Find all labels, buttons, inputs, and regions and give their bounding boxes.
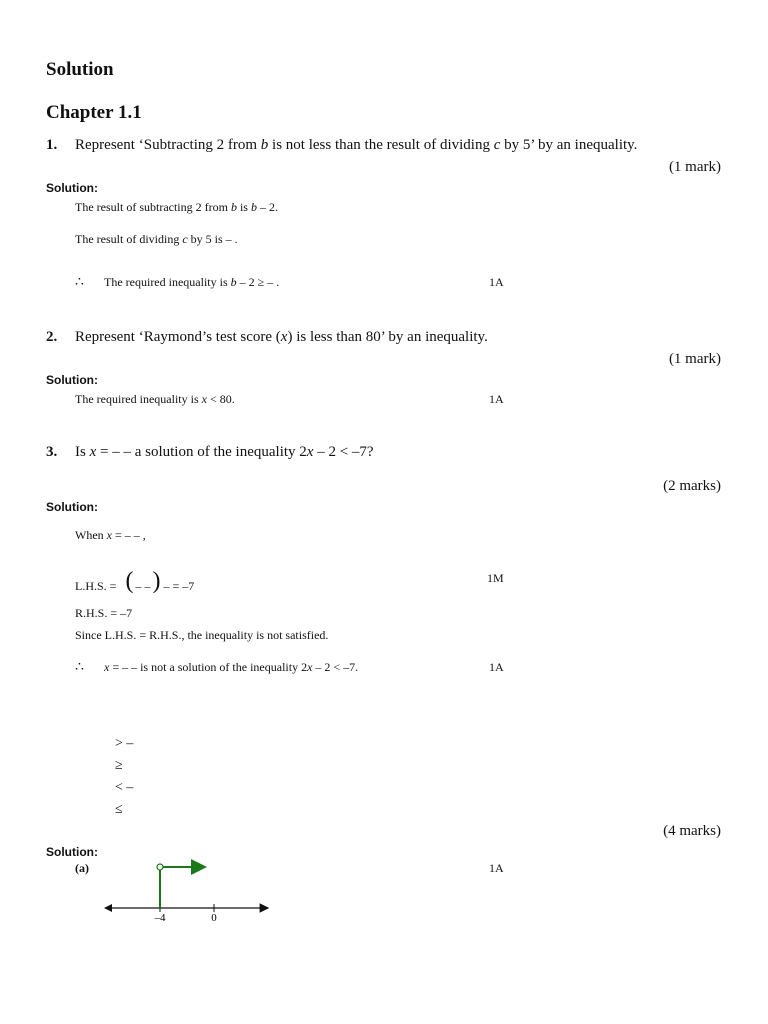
q1-mark-code: 1A — [489, 275, 504, 289]
q2-solution-line-1: The required inequality is x < 80. — [75, 392, 235, 406]
question-2-number: 2. — [46, 329, 58, 345]
q4a-mark-code: 1A — [489, 861, 504, 875]
q3-conclusion-line: x = – – is not a solution of the inequality 2x – 2 < –7. — [104, 660, 359, 674]
question-3-number: 3. — [46, 444, 58, 460]
q3-when-line: When x = – – , — [75, 528, 146, 542]
tick-label: 0 — [211, 912, 217, 924]
question-4-marks: (4 marks) — [663, 823, 721, 839]
axis-left-arrow — [104, 904, 112, 912]
left-paren: ( — [125, 568, 134, 594]
question-3-text: Is x = – – a solution of the inequality 2x – 2 < –7? — [75, 444, 374, 460]
open-circle — [157, 864, 163, 870]
q3-conclusion-mark-code: 1A — [489, 660, 504, 674]
q1-solution-line-1: The result of subtracting 2 from b is b – 2. — [75, 200, 278, 214]
number-line-diagram — [100, 858, 275, 928]
solution-label: Solution: — [46, 181, 98, 195]
tick-label: –4 — [154, 912, 166, 924]
solution-label: Solution: — [46, 373, 98, 387]
therefore-symbol: ∴ — [75, 275, 84, 290]
part-a-label: (a) — [75, 861, 89, 875]
q1-solution-line-3: The required inequality is b – 2 ≥ – . — [104, 275, 280, 289]
chapter-heading: Chapter 1.1 — [46, 102, 142, 123]
solution-label: Solution: — [46, 845, 98, 859]
inequality-symbol: < – — [115, 780, 134, 795]
q3-lhs-line: L.H.S. = ( – –) – = –7 — [75, 568, 195, 594]
question-1-text: Represent ‘Subtracting 2 from b is not less than the result of dividing c by 5’ by an inequality. — [75, 137, 638, 153]
question-2-text: Represent ‘Raymond’s test score (x) is less than 80’ by an inequality. — [75, 329, 488, 345]
inequality-symbol: > – — [115, 736, 134, 751]
inequality-symbol: ≤ — [115, 802, 123, 817]
question-1-marks: (1 mark) — [668, 159, 721, 175]
question-3-marks: (2 marks) — [663, 478, 721, 494]
therefore-symbol: ∴ — [75, 660, 84, 675]
q3-lhs-mark-code: 1M — [487, 571, 504, 585]
question-1-number: 1. — [46, 137, 58, 153]
right-paren: ) — [152, 568, 161, 594]
question-2-marks: (1 mark) — [668, 351, 721, 367]
q3-since-line: Since L.H.S. = R.H.S., the inequality is not satisfied. — [75, 628, 329, 642]
q3-rhs-line: R.H.S. = –7 — [75, 606, 133, 620]
solution-label: Solution: — [46, 500, 98, 514]
inequality-symbol: ≥ — [115, 758, 123, 773]
q1-solution-line-2: The result of dividing c by 5 is – . — [75, 232, 238, 246]
page-title: Solution — [46, 59, 114, 80]
q2-mark-code: 1A — [489, 392, 504, 406]
